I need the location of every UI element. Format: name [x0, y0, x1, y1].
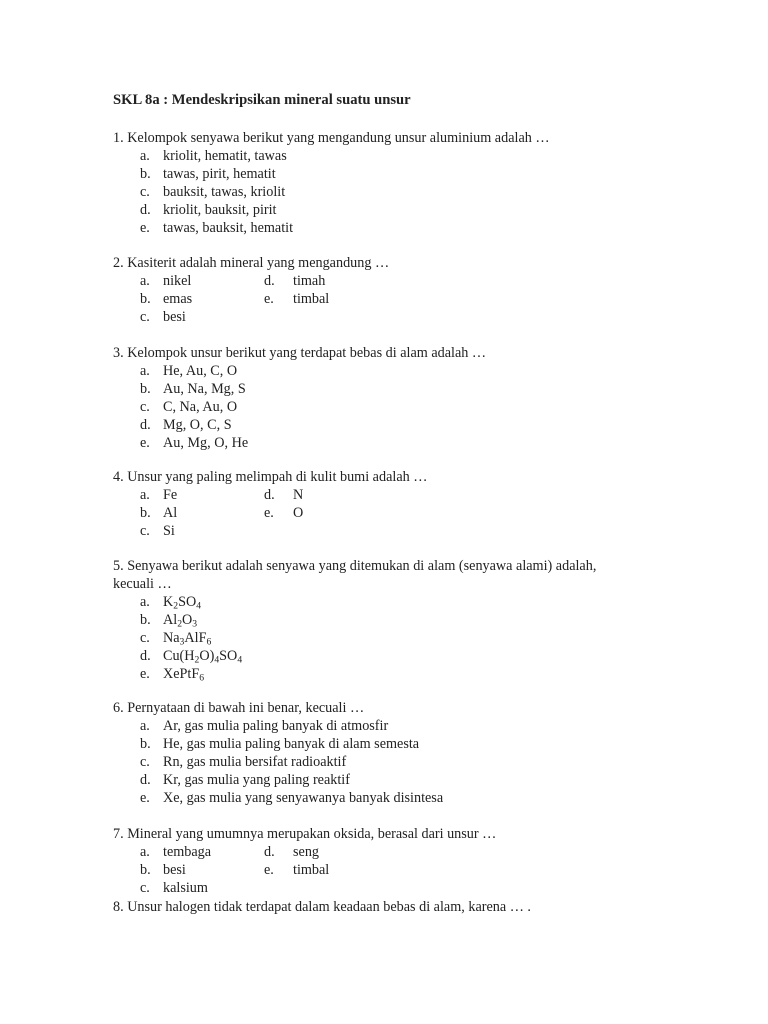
answer-option-row [113, 486, 633, 504]
option-letter: e. [264, 291, 274, 307]
option-text: He, Au, C, O [163, 363, 238, 379]
option-text: Au, Mg, O, He [163, 435, 249, 451]
option-letter: d. [140, 417, 151, 433]
option-text: kriolit, bauksit, pirit [163, 202, 277, 218]
option-text: seng [293, 844, 320, 860]
question-5 [113, 557, 633, 683]
answer-option [113, 398, 633, 416]
formula-subscript: 2 [173, 600, 179, 612]
formula-text: SO [178, 594, 197, 610]
formula-subscript: 3 [192, 618, 198, 630]
formula-subscript: 4 [214, 654, 220, 666]
formula-text: AlF [184, 630, 207, 646]
option-text: N [293, 487, 304, 503]
option-text: Au, Na, Mg, S [163, 381, 246, 397]
question-text: 4. Unsur yang paling melimpah di kulit bumi adalah … [113, 469, 428, 485]
option-text: Mg, O, C, S [163, 417, 232, 433]
option-letter: a. [140, 363, 150, 379]
answer-option [113, 201, 633, 219]
formula-text: Cu(H [163, 648, 195, 664]
option-text: Rn, gas mulia bersifat radioaktif [163, 754, 347, 770]
option-letter: c. [140, 309, 150, 325]
formula-text: Na [163, 630, 180, 646]
option-letter: c. [140, 880, 150, 896]
formula-text: XePtF [163, 666, 200, 682]
option-letter: c. [140, 523, 150, 539]
option-text: Kr, gas mulia yang paling reaktif [163, 772, 350, 788]
option-text: emas [163, 291, 193, 307]
question-text: 3. Kelompok unsur berikut yang terdapat bebas di alam adalah … [113, 345, 487, 361]
option-letter: e. [140, 220, 150, 236]
option-letter: d. [264, 487, 275, 503]
option-letter: e. [264, 505, 274, 521]
formula-text: Al [163, 612, 178, 628]
question-text: 7. Mineral yang umumnya merupakan oksida, berasal dari unsur … [113, 826, 497, 842]
answer-option [113, 611, 633, 629]
question-4 [113, 468, 633, 540]
chemical-formula [163, 611, 197, 629]
option-letter: d. [264, 844, 275, 860]
formula-text: O) [199, 648, 215, 664]
answer-option [113, 147, 633, 165]
answer-option [113, 219, 633, 237]
formula-text: O [182, 612, 193, 628]
formula-subscript: 2 [194, 654, 200, 666]
option-letter: b. [140, 505, 151, 521]
option-text: kriolit, hematit, tawas [163, 148, 287, 164]
chemical-formula [163, 647, 242, 665]
option-letter: d. [140, 202, 151, 218]
answer-option-row [113, 290, 633, 308]
option-letter: d. [140, 772, 151, 788]
option-text: Fe [163, 487, 178, 503]
question-text: 8. Unsur halogen tidak terdapat dalam keadaan bebas di alam, karena … . [113, 899, 531, 915]
formula-subscript: 2 [177, 618, 183, 630]
formula-text: SO [219, 648, 238, 664]
answer-option-row [113, 308, 633, 326]
formula-subscript: 3 [179, 636, 185, 648]
option-letter: c. [140, 754, 150, 770]
answer-option [113, 434, 633, 452]
option-text: timbal [293, 291, 330, 307]
question-text: 5. Senyawa berikut adalah senyawa yang ditemukan di alam (senyawa alami) adalah, [113, 558, 597, 574]
option-letter: c. [140, 630, 150, 646]
question-text: 2. Kasiterit adalah mineral yang mengandung … [113, 255, 390, 271]
option-text: Al [163, 505, 178, 521]
answer-option [113, 789, 633, 807]
option-text: kalsium [163, 880, 208, 896]
question-text: 1. Kelompok senyawa berikut yang mengandung unsur aluminium adalah … [113, 130, 550, 146]
option-text: timbal [293, 862, 330, 878]
option-text: He, gas mulia paling banyak di alam semesta [163, 736, 420, 752]
option-letter: d. [140, 648, 151, 664]
option-letter: e. [264, 862, 274, 878]
answer-option [113, 771, 633, 789]
formula-subscript: 4 [196, 600, 202, 612]
option-text: nikel [163, 273, 192, 289]
option-letter: e. [140, 435, 150, 451]
answer-option-row [113, 879, 633, 897]
answer-option-row [113, 843, 633, 861]
question-text: kecuali … [113, 576, 172, 592]
option-text: C, Na, Au, O [163, 399, 238, 415]
option-letter: a. [140, 487, 150, 503]
answer-option [113, 183, 633, 201]
question-6 [113, 699, 633, 807]
formula-subscript: 4 [237, 654, 243, 666]
answer-option [113, 380, 633, 398]
option-letter: a. [140, 844, 150, 860]
option-text: besi [163, 309, 186, 325]
question-3 [113, 344, 633, 452]
option-letter: b. [140, 381, 151, 397]
option-text: besi [163, 862, 186, 878]
option-letter: e. [140, 666, 150, 682]
option-text: tembaga [163, 844, 212, 860]
answer-option [113, 593, 633, 611]
option-text: Si [163, 523, 175, 539]
formula-subscript: 6 [199, 672, 205, 684]
option-letter: d. [264, 273, 275, 289]
option-letter: c. [140, 184, 150, 200]
answer-option [113, 735, 633, 753]
option-letter: b. [140, 166, 151, 182]
option-letter: b. [140, 612, 151, 628]
answer-option [113, 629, 633, 647]
option-letter: e. [140, 790, 150, 806]
option-letter: a. [140, 594, 150, 610]
chemical-formula [163, 665, 204, 683]
option-text: O [293, 505, 304, 521]
answer-option-row [113, 504, 633, 522]
answer-option [113, 416, 633, 434]
option-letter: c. [140, 399, 150, 415]
option-text: tawas, pirit, hematit [163, 166, 276, 182]
answer-option [113, 165, 633, 183]
answer-option-row [113, 522, 633, 540]
option-letter: a. [140, 148, 150, 164]
option-text: Xe, gas mulia yang senyawanya banyak disintesa [163, 790, 444, 806]
chemical-formula [163, 629, 211, 647]
answer-option-row [113, 272, 633, 290]
question-8 [113, 898, 633, 916]
answer-option [113, 753, 633, 771]
question-text: 6. Pernyataan di bawah ini benar, kecuali … [113, 700, 365, 716]
answer-option-row [113, 861, 633, 879]
option-text: timah [293, 273, 326, 289]
formula-subscript: 6 [206, 636, 212, 648]
question-2 [113, 254, 633, 326]
option-letter: b. [140, 862, 151, 878]
option-letter: a. [140, 718, 150, 734]
option-text: Ar, gas mulia paling banyak di atmosfir [163, 718, 389, 734]
option-letter: b. [140, 291, 151, 307]
answer-option [113, 647, 633, 665]
option-text: tawas, bauksit, hematit [163, 220, 294, 236]
document-title: SKL 8a : Mendeskripsikan mineral suatu unsur [113, 92, 411, 108]
option-letter: b. [140, 736, 151, 752]
chemical-formula [163, 593, 201, 611]
answer-option [113, 717, 633, 735]
option-text: bauksit, tawas, kriolit [163, 184, 286, 200]
answer-option [113, 362, 633, 380]
question-1 [113, 129, 633, 237]
formula-text: K [163, 594, 174, 610]
answer-option [113, 665, 633, 683]
option-letter: a. [140, 273, 150, 289]
question-7 [113, 825, 633, 897]
